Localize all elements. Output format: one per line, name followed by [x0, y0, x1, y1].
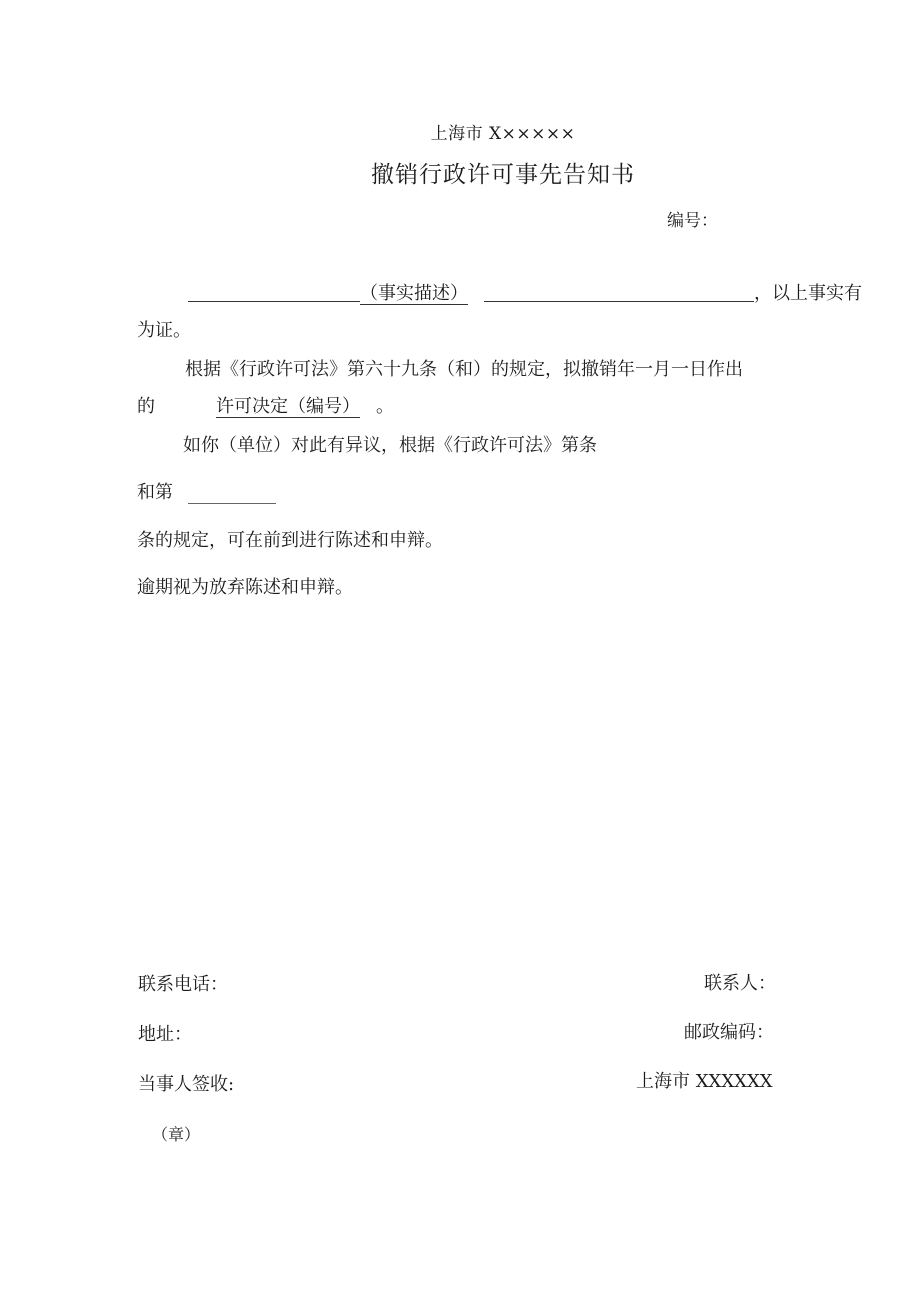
issuer-name: 上海市 XXXXXX: [636, 1071, 773, 1092]
facts-placeholder: （事实描述）: [360, 283, 468, 304]
facts-tail: ，以上事实有: [754, 283, 862, 304]
facts-blank-right: [484, 301, 754, 302]
document-title: 撤销行政许可事先告知书: [371, 162, 635, 188]
document-number-label: 编号：: [667, 211, 718, 231]
objection-article-blank: [188, 503, 276, 504]
basis-line: 根据《行政许可法》第六十九条（和）的规定，拟撤销年一月一日作出: [185, 359, 743, 380]
address-label: 地址：: [138, 1024, 192, 1045]
issuing-organization: 上海市 X×××××: [430, 124, 576, 144]
postcode-label: 邮政编码：: [684, 1022, 774, 1043]
objection-line: 如你（单位）对此有异议，根据《行政许可法》第条: [183, 435, 597, 456]
facts-blank-left: [188, 301, 360, 302]
receipt-label: 当事人签收:: [138, 1074, 235, 1095]
basis-end: 。: [376, 396, 394, 417]
basis-prefix: 的: [137, 396, 155, 417]
contact-label: 联系人：: [704, 973, 776, 994]
seal-label: （章）: [152, 1125, 201, 1144]
facts-end: 为证。: [137, 320, 191, 341]
basis-decision: 许可决定（编号）: [216, 396, 360, 417]
objection-continuation: 条的规定，可在前到进行陈述和申辩。: [137, 530, 443, 551]
objection-and: 和第: [137, 482, 173, 503]
phone-label: 联系电话：: [138, 974, 228, 995]
overdue-notice: 逾期视为放弃陈述和申辩。: [137, 577, 353, 598]
